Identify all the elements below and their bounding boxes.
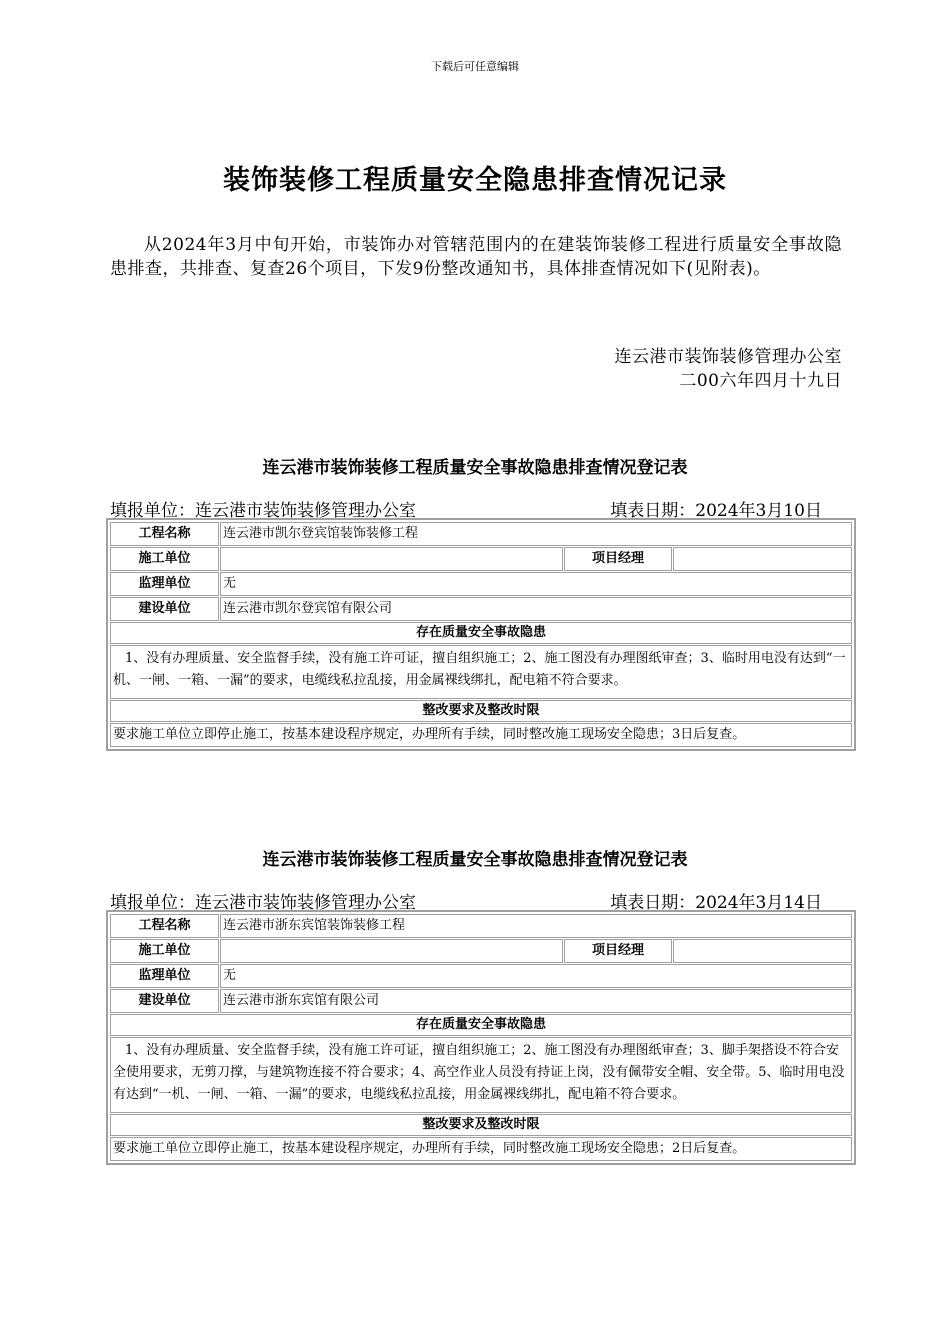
intro-paragraph: 从2024年3月中旬开始，市装饰办对管辖范围内的在建装饰装修工程进行质量安全事故隐患排查，共排查、复查26个项目，下发9份整改通知书，具体排查情况如下(见附表)。	[110, 235, 842, 279]
fill-date: 填表日期：2024年3月10日	[610, 501, 822, 521]
construction-unit-value	[220, 939, 563, 963]
label-rectification: 整改要求及整改时限	[110, 1114, 852, 1136]
page-title: 装饰装修工程质量安全隐患排查情况记录	[223, 165, 727, 196]
record-1-title: 连云港市装饰装修工程质量安全事故隐患排查情况登记表	[262, 458, 688, 478]
record-2-title: 连云港市装饰装修工程质量安全事故隐患排查情况登记表	[262, 850, 688, 870]
supervision-unit-value: 无	[220, 572, 852, 596]
label-supervision-unit: 监理单位	[110, 572, 219, 596]
label-project-name: 工程名称	[110, 914, 219, 938]
label-project-name: 工程名称	[110, 522, 219, 546]
hazards-text: 1、没有办理质量、安全监督手续，没有施工许可证，擅自组织施工；2、施工图没有办理图纸审查；3、临时用电没有达到“一机、一闸、一箱、一漏”的要求，电缆线私拉乱接，用金属裸线绑扎，配电箱不符合要求。	[110, 645, 852, 699]
fill-date: 填表日期：2024年3月14日	[610, 893, 822, 913]
label-construction-unit: 施工单位	[110, 939, 219, 963]
rectification-text: 要求施工单位立即停止施工，按基本建设程序规定，办理所有手续，同时整改施工现场安全隐患；3日后复查。	[110, 723, 852, 747]
label-owner-unit: 建设单位	[110, 989, 219, 1013]
label-project-manager: 项目经理	[564, 547, 672, 571]
record-1-table	[106, 518, 856, 751]
label-hazards: 存在质量安全事故隐患	[110, 1014, 852, 1036]
project-name-value: 连云港市凯尔登宾馆装饰装修工程	[220, 522, 852, 546]
supervision-unit-value: 无	[220, 964, 852, 988]
signature-org: 连云港市装饰装修管理办公室	[614, 347, 842, 367]
reporting-unit: 填报单位：连云港市装饰装修管理办公室	[110, 893, 416, 913]
rectification-text: 要求施工单位立即停止施工，按基本建设程序规定，办理所有手续，同时整改施工现场安全隐患；2日后复查。	[110, 1137, 852, 1161]
project-name-value: 连云港市浙东宾馆装饰装修工程	[220, 914, 852, 938]
label-owner-unit: 建设单位	[110, 597, 219, 621]
owner-unit-value: 连云港市浙东宾馆有限公司	[220, 989, 852, 1013]
project-manager-value	[673, 939, 852, 963]
label-project-manager: 项目经理	[564, 939, 672, 963]
signature-date: 二00六年四月十九日	[679, 371, 842, 391]
record-2-table	[106, 910, 856, 1165]
construction-unit-value	[220, 547, 563, 571]
owner-unit-value: 连云港市凯尔登宾馆有限公司	[220, 597, 852, 621]
label-hazards: 存在质量安全事故隐患	[110, 622, 852, 644]
label-supervision-unit: 监理单位	[110, 964, 219, 988]
label-construction-unit: 施工单位	[110, 547, 219, 571]
header-note: 下载后可任意编辑	[431, 60, 519, 73]
project-manager-value	[673, 547, 852, 571]
hazards-text: 1、没有办理质量、安全监督手续，没有施工许可证，擅自组织施工；2、施工图没有办理图纸审查；3、脚手架搭设不符合安全使用要求，无剪刀撑，与建筑物连接不符合要求；4、高空作业人员没有持证上岗，没有佩带安全帽、安全带。5、临时用电没有达到“一机、一闸、一箱、一漏”的要求，电缆线私拉乱接，用金属裸线绑扎，配电箱不符合要求。	[110, 1037, 852, 1113]
label-rectification: 整改要求及整改时限	[110, 700, 852, 722]
reporting-unit: 填报单位：连云港市装饰装修管理办公室	[110, 501, 416, 521]
